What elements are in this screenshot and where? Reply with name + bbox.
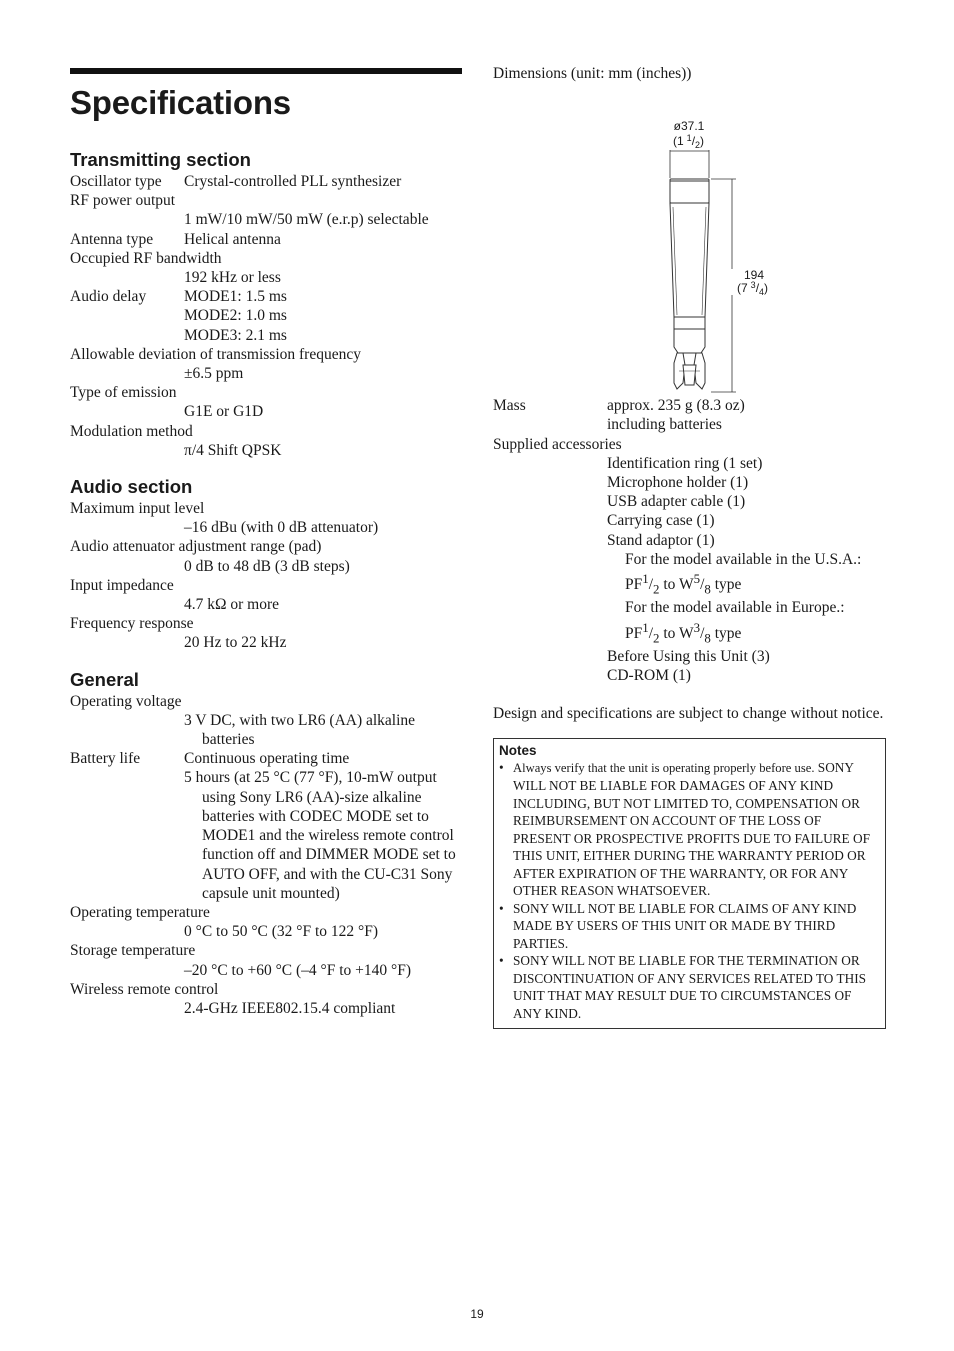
general-section-heading: General (70, 668, 139, 690)
spec-value: Helical antenna (184, 230, 281, 248)
transmitting-section-heading: Transmitting section (70, 149, 251, 170)
notes-heading: Notes (499, 742, 537, 758)
length-inch-label: (7 $^3/_4$) (737, 280, 769, 298)
title-rule (70, 68, 462, 74)
spec-label: Maximum input level (70, 500, 205, 518)
spec-value: –16 dBu (with 0 dB attenuator) (184, 519, 379, 537)
accessories-spec (493, 435, 887, 686)
spec-value: 2.4-GHz IEEE802.15.4 compliant (184, 999, 396, 1017)
spec-label: Occupied RF bandwidth (70, 249, 222, 267)
right-column (493, 64, 887, 1029)
spec-label: Supplied accessories (493, 435, 622, 453)
bullet-icon: • (499, 953, 504, 969)
spec-label: Operating voltage (70, 692, 182, 710)
spec-value: 20 Hz to 22 kHz (184, 634, 287, 652)
spec-value: approx. 235 g (8.3 oz) (607, 397, 745, 415)
spec-value: MODE3: 2.1 ms (184, 326, 287, 344)
spec-value: including batteries (607, 416, 722, 434)
spec-label: Allowable deviation of transmission frequency (70, 345, 361, 363)
accessory-item: CD-ROM (1) (607, 667, 691, 685)
general-specs (70, 692, 462, 1018)
mass-row (493, 396, 887, 415)
bullet-icon: • (499, 759, 504, 775)
accessory-item: Stand adaptor (1) (607, 531, 715, 549)
spec-label: RF power output (70, 192, 176, 210)
spec-label: Audio delay (70, 288, 147, 306)
left-column (70, 68, 462, 1018)
audio-section-heading: Audio section (70, 476, 193, 498)
accessory-item: Before Using this Unit (3) (607, 648, 770, 666)
spec-label: Type of emission (70, 384, 177, 402)
spec-value: Crystal-controlled PLL synthesizer (184, 173, 402, 190)
spec-value: Continuous operating time (184, 750, 350, 768)
transmitting-specs (70, 172, 462, 460)
spec-label: Input impedance (70, 576, 174, 594)
spec-oscillator (70, 172, 462, 191)
spec-battery-life (70, 749, 462, 768)
spec-value: MODE1: 1.5 ms (184, 288, 287, 306)
spec-label: Modulation method (70, 422, 193, 440)
spec-label: Storage temperature (70, 942, 196, 960)
spec-value: π/4 Shift QPSK (184, 441, 282, 459)
spec-value: 0 °C to 50 °C (32 °F to 122 °F) (184, 923, 379, 941)
page-title: Specifications (70, 84, 291, 121)
spec-label: Battery life (70, 750, 141, 768)
note-item (499, 952, 873, 1022)
microphone-drawing (493, 83, 887, 396)
page-number: 19 (470, 1307, 484, 1321)
spec-value: 5 hours (at 25 °C (77 °F), 10-mW output using Sony LR6 (AA)-size alkaline batteries with CODEC MODE set to MODE1 and the wireless remote control function off and DIMMER MODE set to AUTO OFF, and with the CU-C31 Sony capsule unit mounted) (184, 769, 456, 902)
spec-value: G1E or G1D (184, 403, 264, 421)
accessory-thread-europe: $PF^1/_2$ to $W^3/_8$ type (625, 619, 742, 645)
spec-label: Mass (493, 397, 526, 415)
note-text: SONY WILL NOT BE LIABLE FOR CLAIMS OF ANY KIND MADE BY USERS OF THIS UNIT OR MADE BY THIRD PARTIES. (513, 900, 857, 951)
spec-label: Antenna type (70, 230, 154, 248)
spec-label: Audio attenuator adjustment range (pad) (70, 538, 322, 556)
spec-antenna (70, 230, 462, 249)
bullet-icon: • (499, 900, 504, 916)
accessory-thread-usa: $PF^1/_2$ to $W^5/_8$ type (625, 571, 742, 597)
accessory-item: Carrying case (1) (607, 512, 715, 530)
spec-label: Frequency response (70, 615, 194, 633)
accessory-note-usa: For the model available in the U.S.A.: (625, 550, 862, 568)
spec-value: 1 mW/10 mW/50 mW (e.r.p) selectable (184, 211, 429, 229)
microphone-dimension-figure (493, 83, 887, 396)
note-text: SONY WILL NOT BE LIABLE FOR THE TERMINATION OR DISCONTINUATION OF ANY SERVICES RELATED TO THIS UNIT THAT MAY RESULT DUE TO CIRCUMSTANCES OF ANY KIND. (513, 953, 867, 1021)
mass-spec (493, 396, 887, 434)
audio-specs (70, 499, 462, 653)
note-item (499, 759, 873, 900)
accessory-item: Identification ring (1 set) (607, 454, 763, 472)
spec-value: ±6.5 ppm (184, 365, 244, 383)
note-item (499, 900, 873, 953)
spec-label: Wireless remote control (70, 980, 219, 998)
accessory-note-europe: For the model available in Europe.: (625, 599, 845, 617)
length-mm-label: 194 (743, 268, 765, 283)
dimensions-caption: Dimensions (unit: mm (inches)) (493, 65, 692, 82)
spec-value: 192 kHz or less (184, 269, 281, 287)
disclaimer-text: Design and specifications are subject to change without notice. (493, 704, 884, 722)
spec-label: Operating temperature (70, 903, 210, 921)
spec-label: Oscillator type (70, 173, 162, 190)
spec-audio-delay (70, 287, 462, 306)
accessory-item: Microphone holder (1) (607, 474, 749, 492)
spec-value: MODE2: 1.0 ms (184, 307, 287, 325)
spec-value: 3 V DC, with two LR6 (AA) alkaline batteries (184, 711, 416, 749)
note-text: Always verify that the unit is operating properly before use. SONY WILL NOT BE LIABLE FOR DAMAGES OF ANY KIND INCLUDING, BUT NOT LIMITED TO, COMPENSATION OR REIMBURSEMENT ON ACCOUNT OF THE LOSS OF PRESENT OR PROSPECTIVE PROFITS DUE TO FAILURE OF THIS UNIT, EITHER DURING THE WARRANTY PERIOD OR AFTER EXPIRATION OF THE WARRANTY, OR FOR ANY OTHER REASON WHATSOEVER. (513, 759, 870, 899)
accessory-item: USB adapter cable (1) (607, 493, 746, 511)
spec-value: 4.7 kΩ or more (184, 596, 280, 614)
diameter-mm-label: ø37.1 (673, 119, 705, 134)
diameter-inch-label: (1 $^1/_2$) (673, 133, 705, 151)
spec-value: 0 dB to 48 dB (3 dB steps) (184, 557, 350, 575)
spec-value: –20 °C to +60 °C (–4 °F to +140 °F) (184, 961, 412, 979)
notes-box (493, 738, 886, 1030)
